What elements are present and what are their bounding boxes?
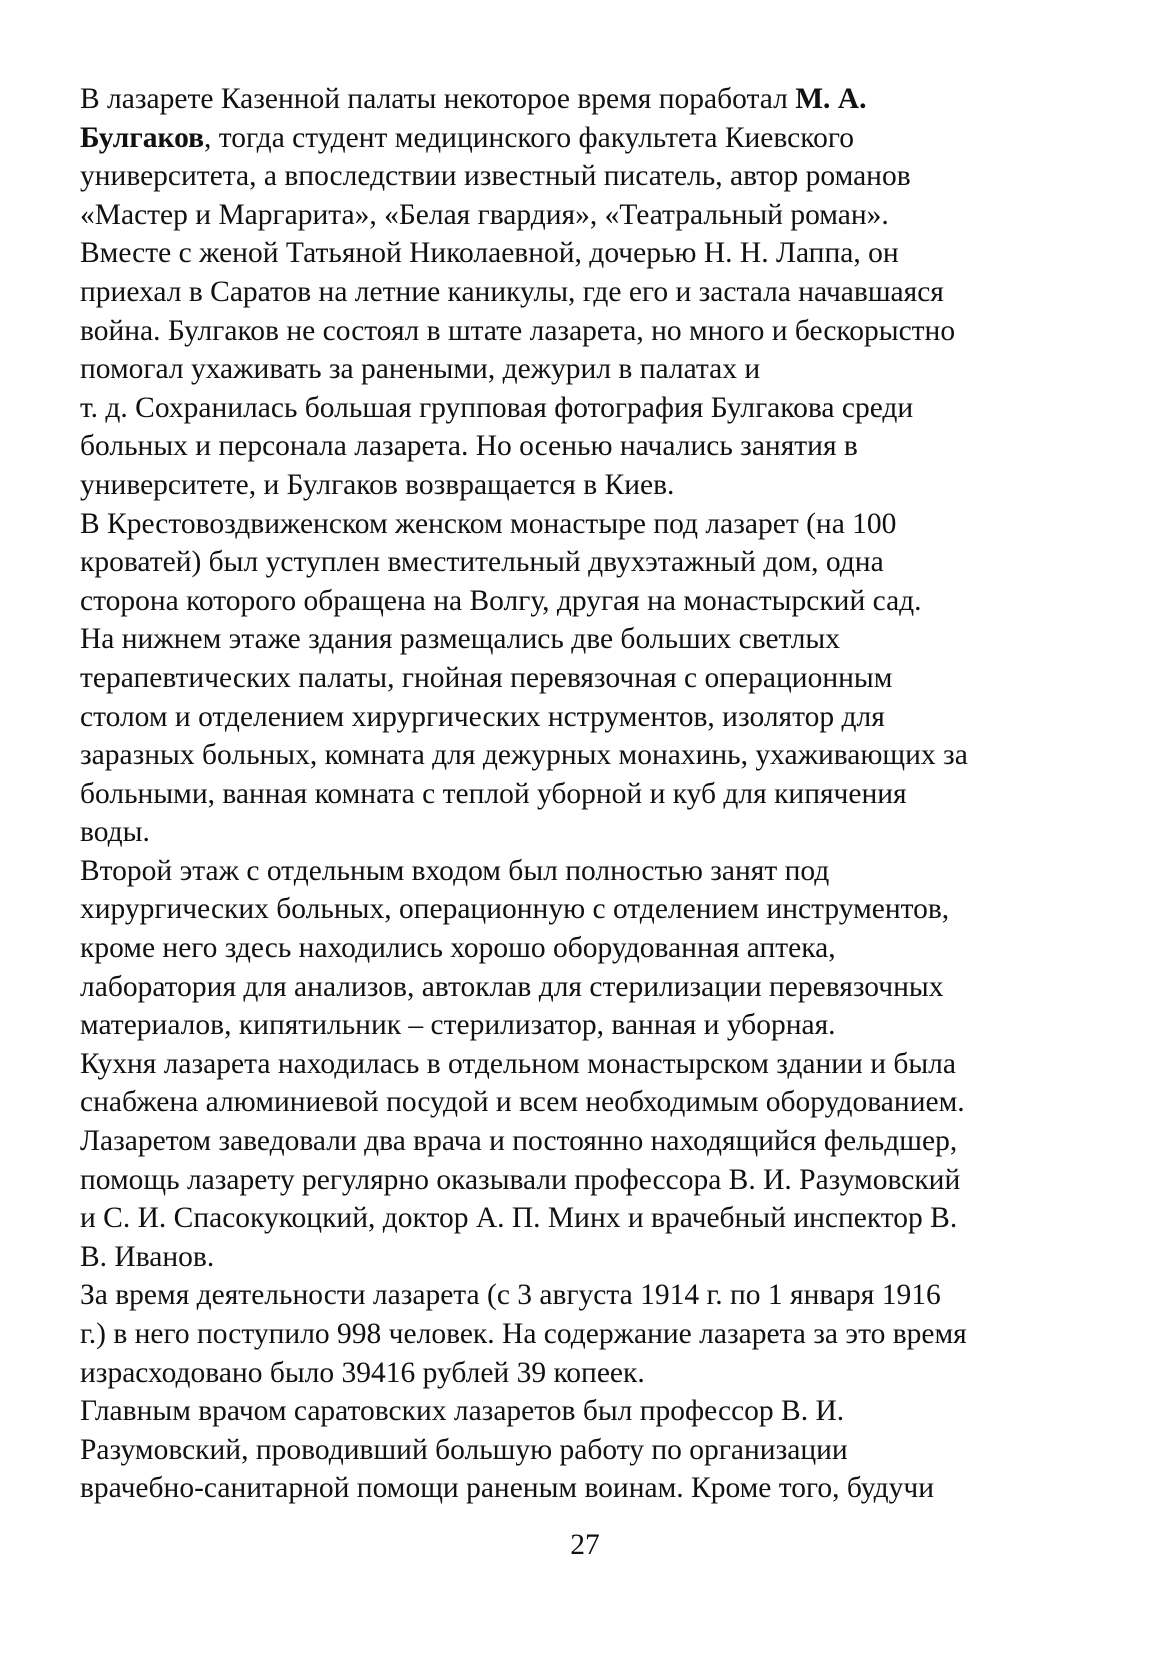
text-line: «Мастер и Маргарита», «Белая гвардия», «Театральный роман». xyxy=(80,198,889,231)
text-line: материалов, кипятильник – стерилизатор, ванная и уборная. xyxy=(80,1009,836,1042)
text-line: университета, а впоследствии известный писатель, автор романов xyxy=(80,160,911,193)
paragraph xyxy=(80,1045,1100,1122)
text-line: Второй этаж с отдельным входом был полностью занят под xyxy=(80,854,830,887)
text-line: помощь лазарету регулярно оказывали профессора В. И. Разумовский xyxy=(80,1163,961,1196)
text-line: В. Иванов. xyxy=(80,1240,215,1273)
text-line: Кухня лазарета находилась в отдельном монастырском здании и была xyxy=(80,1047,956,1080)
paragraph xyxy=(80,1392,1100,1508)
text-line: На нижнем этаже здания размещались две больших светлых xyxy=(80,623,840,656)
text-line: снабжена алюминиевой посудой и всем необходимым оборудованием. xyxy=(80,1086,965,1119)
text-line: Лазаретом заведовали два врача и постоянно находящийся фельдшер, xyxy=(80,1125,958,1158)
text-line: и С. И. Спасокукоцкий, доктор А. П. Минх и врачебный инспектор В. xyxy=(80,1202,958,1235)
text-line: помогал ухаживать за ранеными, дежурил в палатах и xyxy=(80,353,761,386)
text-line: врачебно-санитарной помощи раненым воинам. Кроме того, будучи xyxy=(80,1472,935,1505)
body-text xyxy=(80,80,1100,1508)
text-line xyxy=(80,80,1100,119)
bold-name: Булгаков xyxy=(80,121,205,154)
text-line: лаборатория для анализов, автоклав для стерилизации перевязочных xyxy=(80,970,944,1003)
text-line: больных и персонала лазарета. Но осенью начались занятия в xyxy=(80,430,858,463)
text-line: За время деятельности лазарета (с 3 августа 1914 г. по 1 января 1916 xyxy=(80,1279,941,1312)
text-run: , тогда студент медицинского факультета Киевского xyxy=(204,121,854,154)
text-line: кроме него здесь находились хорошо оборудованная аптека, xyxy=(80,932,836,965)
text-line: столом и отделением хирургических нструментов, изолятор для xyxy=(80,700,885,733)
text-line: кроватей) был уступлен вместительный двухэтажный дом, одна xyxy=(80,546,884,579)
paragraph xyxy=(80,1122,1100,1276)
text-line: сторона которого обращена на Волгу, другая на монастырский сад. xyxy=(80,584,922,617)
text-line: израсходовано было 39416 рублей 39 копеек. xyxy=(80,1356,645,1389)
text-line: г.) в него поступило 998 человек. На содержание лазарета за это время xyxy=(80,1318,967,1350)
text-line: т. д. Сохранилась большая групповая фотография Булгакова среди xyxy=(80,391,914,424)
paragraph xyxy=(80,1276,1100,1392)
text-line xyxy=(80,119,1100,158)
text-line: приехал в Саратов на летние каникулы, где его и застала начавшаяся xyxy=(80,275,944,308)
text-line: хирургических больных, операционную с отделением инструментов, xyxy=(80,893,950,926)
text-line: терапевтических палаты, гнойная перевязочная с операционным xyxy=(80,661,893,694)
page-number: 27 xyxy=(570,1529,600,1561)
text-line: университете, и Булгаков возвращается в Киев. xyxy=(80,468,675,501)
text-line: В Крестовоздвиженском женском монастыре под лазарет (на 100 xyxy=(80,507,897,540)
paragraph xyxy=(80,505,1100,852)
text-line: Главным врачом саратовских лазаретов был профессор В. И. xyxy=(80,1395,845,1428)
text-line: Разумовский, проводивший большую работу по организации xyxy=(80,1433,848,1466)
paragraph xyxy=(80,80,1100,505)
paragraph xyxy=(80,852,1100,1045)
text-line: война. Булгаков не состоял в штате лазарета, но много и бескорыстно xyxy=(80,314,956,347)
text-line: больными, ванная комната с теплой уборной и куб для кипячения xyxy=(80,777,907,810)
bold-name: М. А. xyxy=(795,83,867,115)
text-line: заразных больных, комната для дежурных монахинь, ухаживающих за xyxy=(80,739,968,772)
text-line: Вместе с женой Татьяной Николаевной, дочерью Н. Н. Лаппа, он xyxy=(80,237,899,270)
text-run: В лазарете Казенной палаты некоторое время поработал xyxy=(80,83,796,115)
text-line: воды. xyxy=(80,816,150,849)
